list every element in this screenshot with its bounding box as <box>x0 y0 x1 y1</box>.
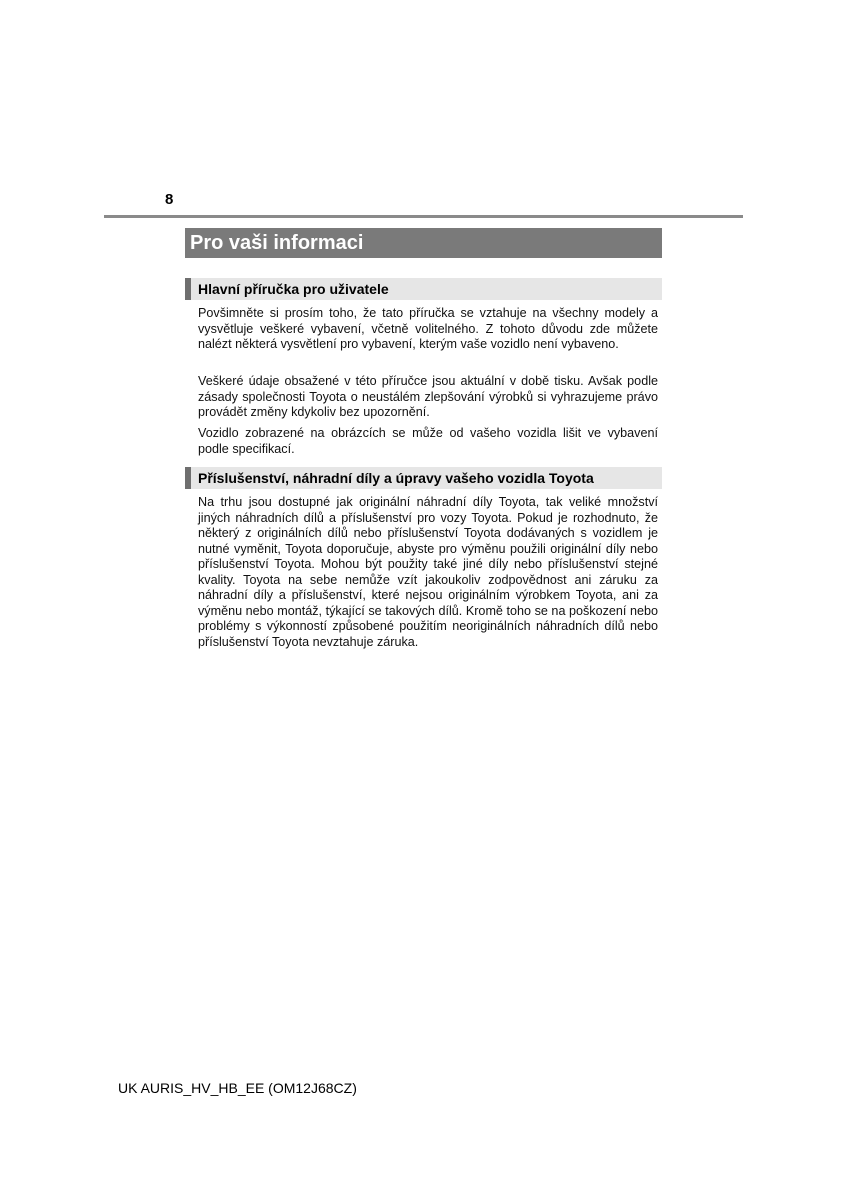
paragraph: Veškeré údaje obsažené v této příručce jsou aktuální v době tisku. Avšak podle zásady společnosti Toyota o neustálém zlepšování výrobků si vyhrazujeme právo provádět změny kdykoliv bez upozornění. <box>198 374 658 419</box>
paragraph: Vozidlo zobrazené na obrázcích se může od vašeho vozidla lišit ve vybavení podle specifikací. <box>198 426 658 456</box>
footer-document-code: UK AURIS_HV_HB_EE (OM12J68CZ) <box>118 1080 357 1096</box>
paragraph: Na trhu jsou dostupné jak originální náhradní díly Toyota, tak veliké množství jiných náhradních dílů a příslušenství pro vozy Toyota. Pokud je rozhodnuto, že některý z originálních dílů nebo příslušenství Toyota dodávaných s vozidlem je nutné vyměnit, Toyota doporučuje, abyste pro výměnu použili originální díly nebo příslušenství Toyota. Mohou být použity také jiné díly nebo příslušenství stejné kvality. Toyota na sebe nemůže vzít jakoukoliv zodpovědnost ani záruku za náhradní díly a příslušenství, které nejsou originálním výrobkem Toyota, ani za výměnu nebo montáž, týkající se takových dílů. Kromě toho se na poškození nebo problémy s výkonností způsobené použitím neoriginálních náhradních dílů nebo příslušenství Toyota nevztahuje záruka. <box>198 495 658 649</box>
section-heading-accessories: Příslušenství, náhradní díly a úpravy vašeho vozidla Toyota <box>185 467 662 489</box>
header-divider <box>104 215 743 218</box>
section-heading-main-manual: Hlavní příručka pro uživatele <box>185 278 662 300</box>
page-number: 8 <box>165 191 174 208</box>
paragraph: Povšimněte si prosím toho, že tato příručka se vztahuje na všechny modely a vysvětluje veškeré vybavení, včetně volitelného. Z tohoto důvodu zde můžete nalézt některá vysvětlení pro vybavení, kterým vaše vozidlo není vybaveno. <box>198 306 658 351</box>
page-title: Pro vaši informaci <box>185 228 662 258</box>
